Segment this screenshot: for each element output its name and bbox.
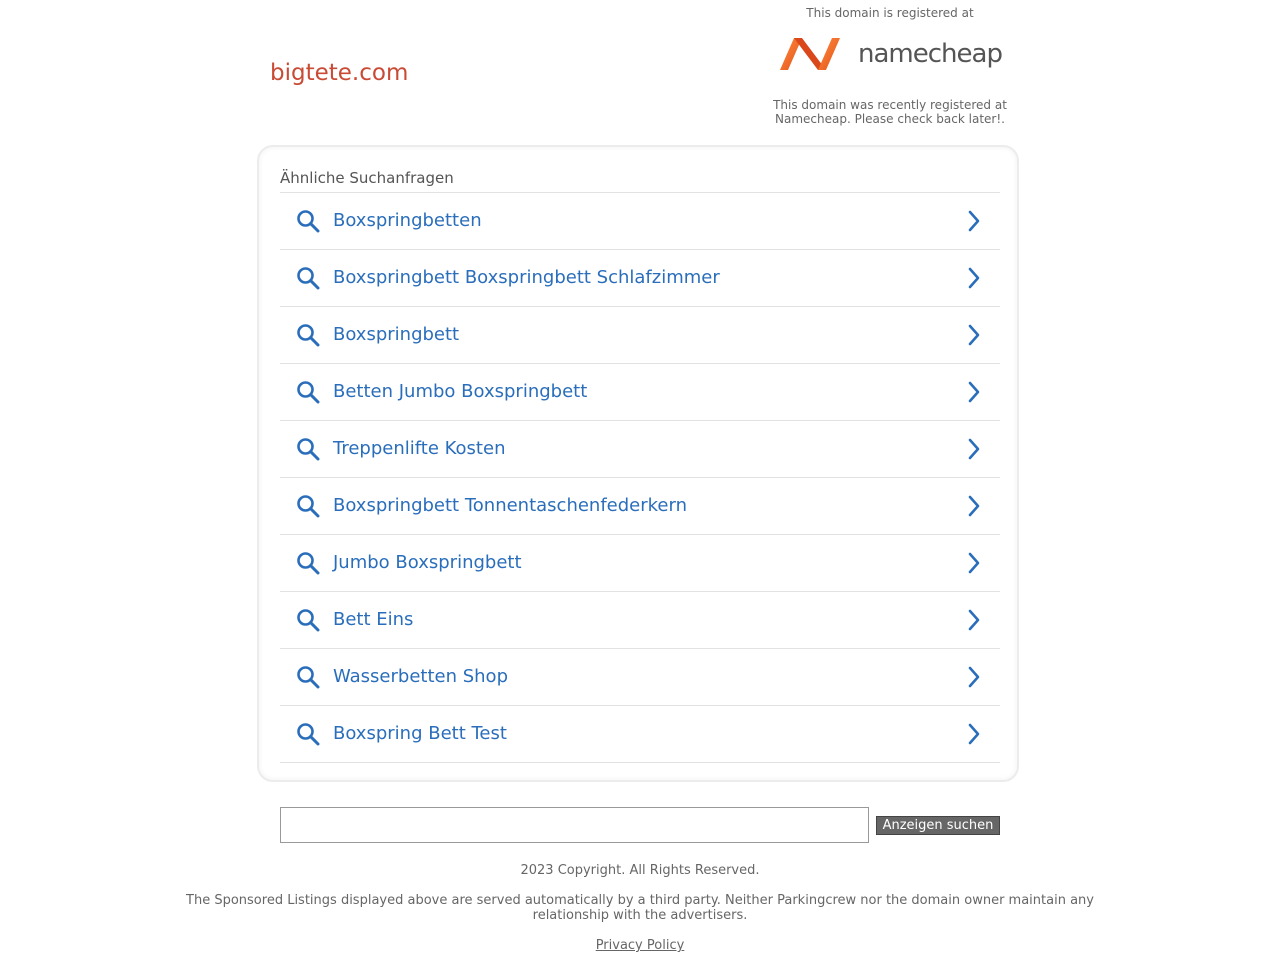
related-search-item[interactable] bbox=[280, 193, 1000, 250]
search-icon bbox=[295, 550, 321, 576]
namecheap-mark-icon bbox=[778, 34, 850, 74]
privacy-policy bbox=[180, 938, 1100, 953]
chevron-right-icon bbox=[964, 665, 984, 689]
related-searches-title: Ähnliche Suchanfragen bbox=[280, 169, 454, 187]
related-search-item[interactable] bbox=[280, 421, 1000, 478]
chevron-right-icon bbox=[964, 266, 984, 290]
registrar-panel bbox=[760, 6, 1020, 126]
related-search-item[interactable] bbox=[280, 592, 1000, 649]
registered-at-label: This domain is registered at bbox=[806, 6, 974, 20]
chevron-right-icon bbox=[964, 323, 984, 347]
chevron-right-icon bbox=[964, 209, 984, 233]
privacy-policy-link[interactable]: Privacy Policy bbox=[595, 938, 685, 953]
copyright-text: 2023 Copyright. All Rights Reserved. bbox=[520, 863, 760, 878]
related-search-label: Treppenlifte Kosten bbox=[333, 438, 506, 459]
related-search-item[interactable] bbox=[280, 478, 1000, 535]
search-icon bbox=[295, 664, 321, 690]
related-search-item[interactable] bbox=[280, 364, 1000, 421]
related-search-label: Boxspringbetten bbox=[333, 210, 482, 231]
domain-name[interactable]: bigtete.com bbox=[270, 60, 409, 86]
related-search-label: Boxspring Bett Test bbox=[333, 723, 507, 744]
chevron-right-icon bbox=[964, 494, 984, 518]
chevron-right-icon bbox=[964, 380, 984, 404]
related-search-item[interactable] bbox=[280, 250, 1000, 307]
chevron-right-icon bbox=[964, 437, 984, 461]
related-search-item[interactable] bbox=[280, 706, 1000, 763]
registrar-note bbox=[760, 98, 1020, 126]
registrar-note-line2: Namecheap. Please check back later!. bbox=[775, 112, 1005, 126]
search-icon bbox=[295, 721, 321, 747]
related-search-label: Bett Eins bbox=[333, 609, 414, 630]
related-search-label: Wasserbetten Shop bbox=[333, 666, 508, 687]
search-icon bbox=[295, 265, 321, 291]
chevron-right-icon bbox=[964, 551, 984, 575]
search-icon bbox=[295, 493, 321, 519]
search-icon bbox=[295, 607, 321, 633]
search-ads-button[interactable]: Anzeigen suchen bbox=[876, 816, 1000, 835]
related-search-label: Jumbo Boxspringbett bbox=[333, 552, 522, 573]
search-icon bbox=[295, 208, 321, 234]
namecheap-logo-text: namecheap bbox=[858, 39, 1002, 69]
search-icon bbox=[295, 436, 321, 462]
registrar-note-line1: This domain was recently registered at bbox=[773, 98, 1007, 112]
search-bar bbox=[280, 807, 1000, 843]
chevron-right-icon bbox=[964, 722, 984, 746]
search-icon bbox=[295, 379, 321, 405]
sponsored-disclaimer: The Sponsored Listings displayed above are served automatically by a third party. Neither Parkingcrew nor the domain owner maintain any relationship with the advertisers. bbox=[186, 893, 1094, 923]
related-search-label: Boxspringbett bbox=[333, 324, 460, 345]
chevron-right-icon bbox=[964, 608, 984, 632]
related-search-item[interactable] bbox=[280, 535, 1000, 592]
related-search-label: Betten Jumbo Boxspringbett bbox=[333, 381, 588, 402]
related-search-label: Boxspringbett Tonnentaschenfederkern bbox=[333, 495, 687, 516]
search-input[interactable] bbox=[280, 807, 869, 843]
namecheap-logo[interactable] bbox=[760, 32, 1020, 76]
related-search-item[interactable] bbox=[280, 307, 1000, 364]
related-search-item[interactable] bbox=[280, 649, 1000, 706]
related-searches-list bbox=[280, 192, 1000, 763]
related-search-label: Boxspringbett Boxspringbett Schlafzimmer bbox=[333, 267, 720, 288]
search-icon bbox=[295, 322, 321, 348]
